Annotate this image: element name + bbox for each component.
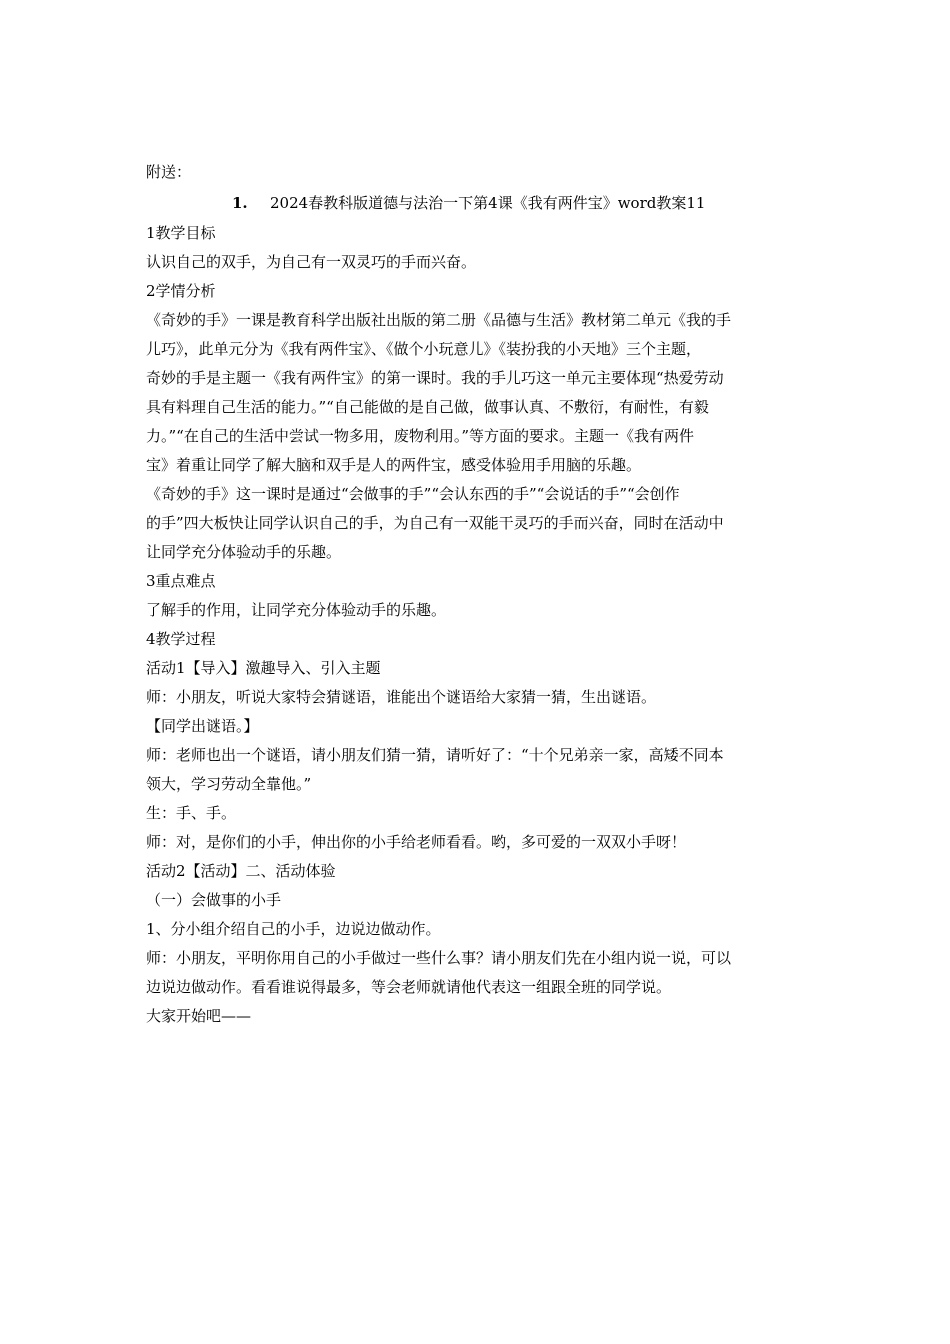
activity-2-line: 师：小朋友，平明你用自己的小手做过一些什么事？请小朋友们先在小组内说一说，可以 <box>146 949 732 967</box>
section-heading-key-points: 3重点难点 <box>146 572 216 590</box>
paragraph-line: 儿巧》，此单元分为《我有两件宝》、《做个小玩意儿》《装扮我的小天地》三个主题， <box>146 340 702 358</box>
paragraph-line: 具有料理自己生活的能力。”“自己能做的是自己做，做事认真、不敷衍，有耐性，有毅 <box>146 398 709 416</box>
activity-1-line: 【同学出谜语。】 <box>146 717 259 735</box>
paragraph-line: 让同学充分体验动手的乐趣。 <box>146 543 342 561</box>
attachment-label: 附送： <box>146 163 192 181</box>
paragraph-line: 的手”四大板快让同学认识自己的手，为自己有一双能干灵巧的手而兴奋，同时在活动中 <box>146 514 724 532</box>
activity-1-line: 师：对，是你们的小手，伸出你的小手给老师看看。哟，多可爱的一双双小手呀！ <box>146 833 687 851</box>
analysis-paragraph-2 <box>146 480 808 567</box>
paragraph-line: 奇妙的手是主题一《我有两件宝》的第一课时。我的手儿巧这一单元主要体现“热爱劳动 <box>146 369 724 387</box>
paragraph-line: 宝》着重让同学了解大脑和双手是人的两件宝，感受体验用手用脑的乐趣。 <box>146 456 642 474</box>
section-heading-objectives: 1教学目标 <box>146 224 216 242</box>
activity-1-line: 师：老师也出一个谜语，请小朋友们猜一猜，请听好了：“十个兄弟亲一家，高矮不同本 <box>146 746 724 764</box>
activity-2-line: 大家开始吧—— <box>146 1007 252 1025</box>
key-points-text: 了解手的作用，让同学充分体验动手的乐趣。 <box>146 601 447 619</box>
document-body <box>146 158 808 1031</box>
analysis-paragraph-1 <box>146 306 808 480</box>
objectives-text: 认识自己的双手，为自己有一双灵巧的手而兴奋。 <box>146 253 477 271</box>
activity-2-item: 1、分小组介绍自己的小手，边说边做动作。 <box>146 920 441 938</box>
activity-1-line: 领大，学习劳动全靠他。” <box>146 775 312 793</box>
activity-2-subheading: （一）会做事的小手 <box>146 891 282 909</box>
activity-1-line: 师：小朋友，听说大家特会猜谜语，谁能出个谜语给大家猜一猜，生出谜语。 <box>146 688 657 706</box>
activity-1-line: 生：手、手。 <box>146 804 237 822</box>
section-heading-analysis: 2学情分析 <box>146 282 216 300</box>
activity-1-heading: 活动1【导入】激趣导入、引入主题 <box>146 659 381 677</box>
paragraph-line: 《奇妙的手》这一课时是通过“会做事的手”“会认东西的手”“会说话的手”“会创作 <box>146 485 680 503</box>
paragraph-line: 力。”“在自己的生活中尝试一物多用，废物利用。”等方面的要求。主题一《我有两件 <box>146 427 695 445</box>
title-number: 1. <box>232 194 248 212</box>
title-text: 2024春教科版道德与法治一下第4课《我有两件宝》word教案11 <box>270 194 706 212</box>
section-heading-process: 4教学过程 <box>146 630 216 648</box>
activity-2-line: 边说边做动作。看看谁说得最多，等会老师就请他代表这一组跟全班的同学说。 <box>146 978 672 996</box>
activity-2-heading: 活动2【活动】二、活动体验 <box>146 862 336 880</box>
paragraph-line: 《奇妙的手》一课是教育科学出版社出版的第二册《品德与生活》教材第二单元《我的手 <box>146 311 732 329</box>
document-title <box>146 187 808 219</box>
